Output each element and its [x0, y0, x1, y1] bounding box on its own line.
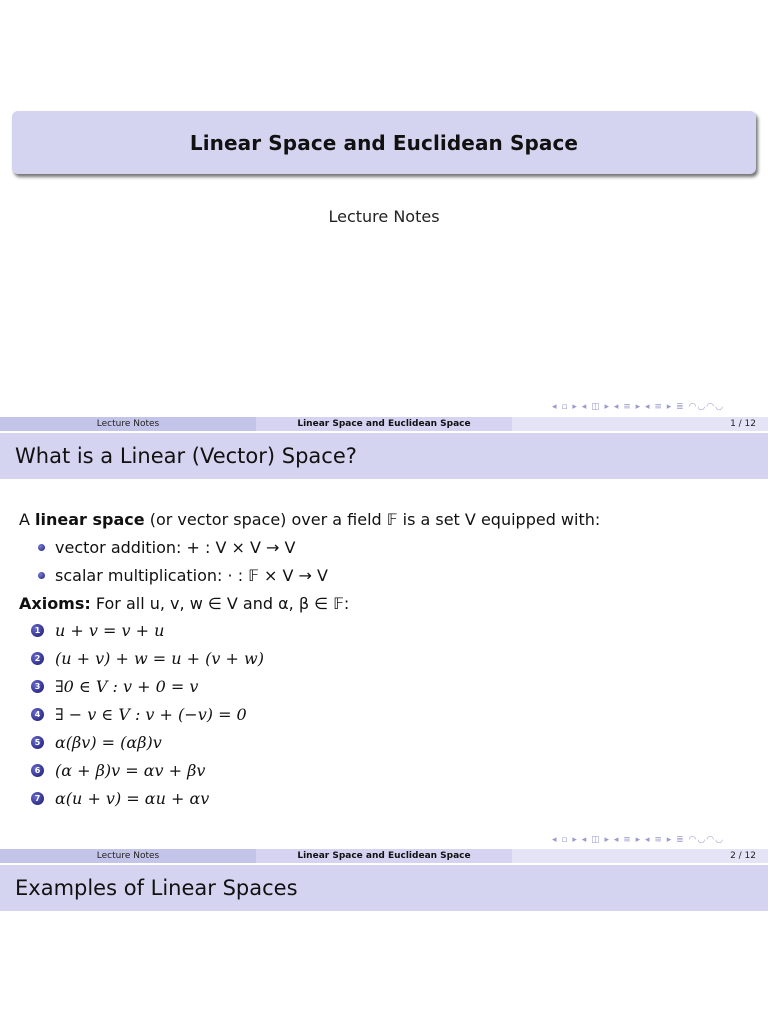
footline-title: Linear Space and Euclidean Space: [256, 417, 512, 431]
footline-slide1: [0, 417, 768, 431]
intro-rest: (or vector space) over a field 𝔽 is a set V equipped with:: [144, 510, 601, 529]
intro-bold-term: linear space: [35, 510, 145, 529]
enum-number-icon: 1: [31, 624, 44, 637]
axiom-item: (u + v) + w = u + (v + w): [55, 649, 264, 668]
enum-number-icon: 2: [31, 652, 44, 665]
nav-symbols-slide2[interactable]: ◂ ▫ ▸ ◂ ◫ ▸ ◂ ≡ ▸ ◂ ≡ ▸ ≣ ◠◡◠◡: [552, 835, 724, 845]
axiom-item: ∃ − v ∈ V : v + (−v) = 0: [55, 705, 247, 724]
nav-symbols-slide1[interactable]: ◂ ▫ ▸ ◂ ◫ ▸ ◂ ≡ ▸ ◂ ≡ ▸ ≣ ◠◡◠◡: [552, 402, 724, 412]
bullet-scalar-multiplication: scalar multiplication: · : 𝔽 × V → V: [55, 566, 328, 585]
axioms-line: [19, 594, 349, 613]
axioms-intro: For all u, v, w ∈ V and α, β ∈ 𝔽:: [95, 594, 350, 613]
footline-author: Lecture Notes: [0, 849, 256, 863]
axiom-item: ∃0 ∈ V : v + 0 = v: [55, 677, 199, 696]
footline-title: Linear Space and Euclidean Space: [256, 849, 512, 863]
axiom-item: u + v = v + u: [55, 621, 165, 640]
axiom-item: α(βv) = (αβ)v: [55, 733, 162, 752]
axiom-item: (α + β)v = αv + βv: [55, 761, 206, 780]
footline-page-number: 1 / 12: [512, 417, 768, 431]
slide-subtitle: Lecture Notes: [328, 207, 440, 226]
axiom-item: α(u + v) = αu + αv: [55, 789, 210, 808]
enum-number-icon: 4: [31, 708, 44, 721]
frame-title-slide3: Examples of Linear Spaces: [0, 865, 768, 911]
footline-slide2: [0, 849, 768, 863]
enum-number-icon: 3: [31, 680, 44, 693]
enum-number-icon: 7: [31, 792, 44, 805]
footline-author: Lecture Notes: [0, 417, 256, 431]
bullet-vector-addition: vector addition: + : V × V → V: [55, 538, 296, 557]
frame-title-slide2: What is a Linear (Vector) Space?: [0, 433, 768, 479]
enum-number-icon: 6: [31, 764, 44, 777]
intro-sentence: [19, 510, 600, 529]
axioms-label: Axioms:: [19, 594, 91, 613]
slide-title: Linear Space and Euclidean Space: [189, 130, 579, 155]
bullet-icon: [38, 544, 45, 551]
intro-a: A: [19, 510, 36, 529]
title-box: [12, 111, 756, 174]
footline-page-number: 2 / 12: [512, 849, 768, 863]
bullet-icon: [38, 572, 45, 579]
enum-number-icon: 5: [31, 736, 44, 749]
